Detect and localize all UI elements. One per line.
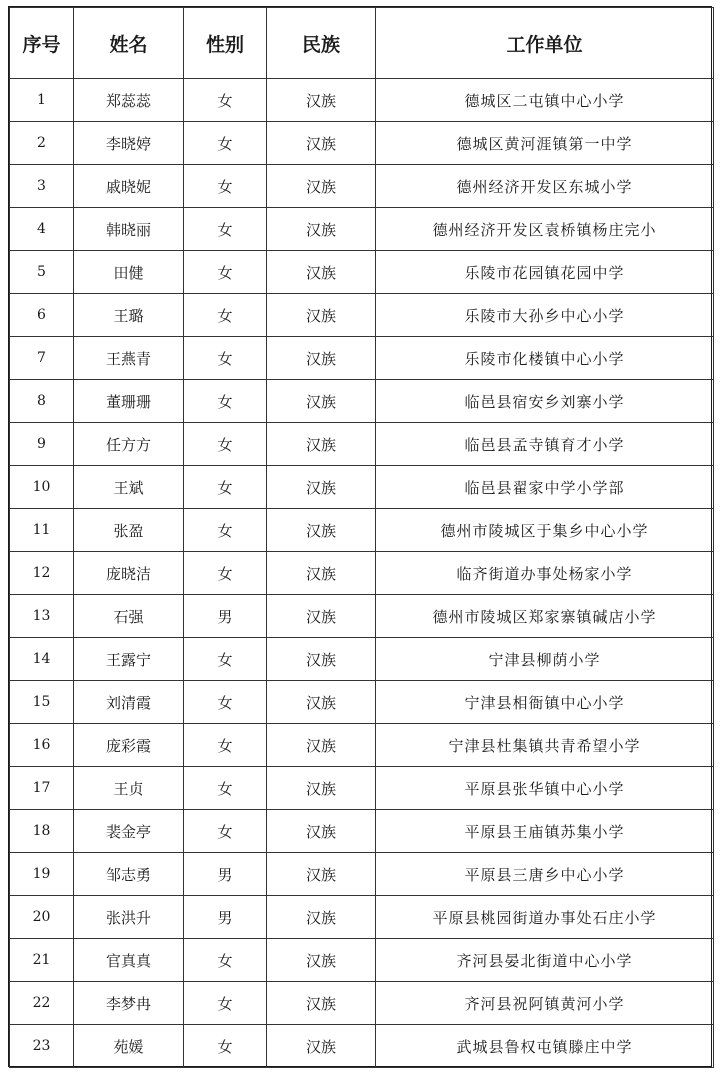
row-work-unit: 德州市陵城区于集乡中心小学 bbox=[376, 509, 714, 552]
table-row bbox=[10, 208, 714, 251]
table-row bbox=[10, 423, 714, 466]
row-name: 张盈 bbox=[74, 509, 184, 552]
row-index: 15 bbox=[10, 681, 74, 724]
row-index: 19 bbox=[10, 853, 74, 896]
row-work-unit: 德州经济开发区袁桥镇杨庄完小 bbox=[376, 208, 714, 251]
table-row bbox=[10, 380, 714, 423]
table-row bbox=[10, 638, 714, 681]
row-name: 刘清霞 bbox=[74, 681, 184, 724]
row-work-unit: 临邑县翟家中学小学部 bbox=[376, 466, 714, 509]
row-work-unit: 临齐街道办事处杨家小学 bbox=[376, 552, 714, 595]
table-header-row bbox=[10, 8, 714, 79]
row-index: 6 bbox=[10, 294, 74, 337]
row-index: 16 bbox=[10, 724, 74, 767]
row-name: 王斌 bbox=[74, 466, 184, 509]
row-ethnicity: 汉族 bbox=[267, 122, 376, 165]
header-gender: 性别 bbox=[184, 8, 267, 79]
row-gender: 女 bbox=[184, 165, 267, 208]
row-name: 石强 bbox=[74, 595, 184, 638]
row-ethnicity: 汉族 bbox=[267, 853, 376, 896]
row-name: 张洪升 bbox=[74, 896, 184, 939]
row-ethnicity: 汉族 bbox=[267, 79, 376, 122]
table-row bbox=[10, 294, 714, 337]
row-work-unit: 德州经济开发区东城小学 bbox=[376, 165, 714, 208]
row-gender: 女 bbox=[184, 208, 267, 251]
row-ethnicity: 汉族 bbox=[267, 466, 376, 509]
table-row bbox=[10, 466, 714, 509]
row-work-unit: 临邑县宿安乡刘寨小学 bbox=[376, 380, 714, 423]
row-work-unit: 德州市陵城区郑家寨镇碱店小学 bbox=[376, 595, 714, 638]
row-gender: 女 bbox=[184, 638, 267, 681]
row-gender: 女 bbox=[184, 122, 267, 165]
row-ethnicity: 汉族 bbox=[267, 208, 376, 251]
row-index: 9 bbox=[10, 423, 74, 466]
row-ethnicity: 汉族 bbox=[267, 810, 376, 853]
row-ethnicity: 汉族 bbox=[267, 767, 376, 810]
row-work-unit: 德城区二屯镇中心小学 bbox=[376, 79, 714, 122]
table-row bbox=[10, 337, 714, 380]
row-name: 裴金亭 bbox=[74, 810, 184, 853]
staff-table-sheet bbox=[8, 6, 712, 1067]
row-index: 7 bbox=[10, 337, 74, 380]
row-name: 戚晓妮 bbox=[74, 165, 184, 208]
row-index: 18 bbox=[10, 810, 74, 853]
row-work-unit: 乐陵市大孙乡中心小学 bbox=[376, 294, 714, 337]
row-gender: 女 bbox=[184, 423, 267, 466]
row-index: 1 bbox=[10, 79, 74, 122]
row-gender: 女 bbox=[184, 767, 267, 810]
table-row bbox=[10, 509, 714, 552]
row-gender: 男 bbox=[184, 896, 267, 939]
row-gender: 女 bbox=[184, 724, 267, 767]
table-row bbox=[10, 595, 714, 638]
row-index: 21 bbox=[10, 939, 74, 982]
table-row bbox=[10, 79, 714, 122]
row-name: 郑蕊蕊 bbox=[74, 79, 184, 122]
row-gender: 女 bbox=[184, 509, 267, 552]
table-row bbox=[10, 767, 714, 810]
row-name: 董珊珊 bbox=[74, 380, 184, 423]
row-work-unit: 乐陵市化楼镇中心小学 bbox=[376, 337, 714, 380]
row-ethnicity: 汉族 bbox=[267, 251, 376, 294]
row-name: 王璐 bbox=[74, 294, 184, 337]
row-gender: 男 bbox=[184, 853, 267, 896]
row-index: 14 bbox=[10, 638, 74, 681]
row-name: 邹志勇 bbox=[74, 853, 184, 896]
row-work-unit: 宁津县柳荫小学 bbox=[376, 638, 714, 681]
table-row bbox=[10, 681, 714, 724]
header-index: 序号 bbox=[10, 8, 74, 79]
table-row bbox=[10, 251, 714, 294]
row-index: 5 bbox=[10, 251, 74, 294]
row-gender: 女 bbox=[184, 810, 267, 853]
row-index: 10 bbox=[10, 466, 74, 509]
row-index: 11 bbox=[10, 509, 74, 552]
row-index: 22 bbox=[10, 982, 74, 1025]
table-row bbox=[10, 939, 714, 982]
row-work-unit: 临邑县孟寺镇育才小学 bbox=[376, 423, 714, 466]
table-row bbox=[10, 896, 714, 939]
row-name: 李梦冉 bbox=[74, 982, 184, 1025]
row-ethnicity: 汉族 bbox=[267, 1025, 376, 1068]
row-name: 王露宁 bbox=[74, 638, 184, 681]
row-gender: 女 bbox=[184, 337, 267, 380]
row-gender: 女 bbox=[184, 294, 267, 337]
table-row bbox=[10, 552, 714, 595]
header-ethnicity: 民族 bbox=[267, 8, 376, 79]
row-work-unit: 乐陵市花园镇花园中学 bbox=[376, 251, 714, 294]
row-ethnicity: 汉族 bbox=[267, 552, 376, 595]
row-work-unit: 平原县张华镇中心小学 bbox=[376, 767, 714, 810]
row-ethnicity: 汉族 bbox=[267, 724, 376, 767]
row-name: 庞彩霞 bbox=[74, 724, 184, 767]
row-ethnicity: 汉族 bbox=[267, 982, 376, 1025]
table-row bbox=[10, 122, 714, 165]
table-row bbox=[10, 853, 714, 896]
row-name: 田健 bbox=[74, 251, 184, 294]
row-index: 2 bbox=[10, 122, 74, 165]
row-index: 12 bbox=[10, 552, 74, 595]
row-index: 17 bbox=[10, 767, 74, 810]
header-work-unit: 工作单位 bbox=[376, 8, 714, 79]
row-work-unit: 平原县三唐乡中心小学 bbox=[376, 853, 714, 896]
row-name: 官真真 bbox=[74, 939, 184, 982]
row-ethnicity: 汉族 bbox=[267, 939, 376, 982]
row-work-unit: 武城县鲁权屯镇滕庄中学 bbox=[376, 1025, 714, 1068]
row-ethnicity: 汉族 bbox=[267, 423, 376, 466]
row-gender: 女 bbox=[184, 939, 267, 982]
row-work-unit: 平原县桃园街道办事处石庄小学 bbox=[376, 896, 714, 939]
table-row bbox=[10, 724, 714, 767]
row-gender: 女 bbox=[184, 380, 267, 423]
staff-table bbox=[9, 7, 714, 1068]
row-index: 23 bbox=[10, 1025, 74, 1068]
row-gender: 女 bbox=[184, 982, 267, 1025]
row-ethnicity: 汉族 bbox=[267, 380, 376, 423]
row-work-unit: 德城区黄河涯镇第一中学 bbox=[376, 122, 714, 165]
row-gender: 女 bbox=[184, 1025, 267, 1068]
row-index: 13 bbox=[10, 595, 74, 638]
row-ethnicity: 汉族 bbox=[267, 681, 376, 724]
table-row bbox=[10, 810, 714, 853]
row-gender: 女 bbox=[184, 79, 267, 122]
row-work-unit: 宁津县杜集镇共青希望小学 bbox=[376, 724, 714, 767]
row-name: 苑媛 bbox=[74, 1025, 184, 1068]
row-gender: 女 bbox=[184, 552, 267, 595]
row-gender: 女 bbox=[184, 251, 267, 294]
row-ethnicity: 汉族 bbox=[267, 638, 376, 681]
header-name: 姓名 bbox=[74, 8, 184, 79]
row-name: 任方方 bbox=[74, 423, 184, 466]
row-ethnicity: 汉族 bbox=[267, 509, 376, 552]
table-row bbox=[10, 982, 714, 1025]
row-name: 李晓婷 bbox=[74, 122, 184, 165]
table-row bbox=[10, 1025, 714, 1068]
row-ethnicity: 汉族 bbox=[267, 896, 376, 939]
row-gender: 女 bbox=[184, 466, 267, 509]
row-index: 4 bbox=[10, 208, 74, 251]
table-row bbox=[10, 165, 714, 208]
row-index: 20 bbox=[10, 896, 74, 939]
row-work-unit: 平原县王庙镇苏集小学 bbox=[376, 810, 714, 853]
row-ethnicity: 汉族 bbox=[267, 337, 376, 380]
row-ethnicity: 汉族 bbox=[267, 165, 376, 208]
row-name: 王燕青 bbox=[74, 337, 184, 380]
row-work-unit: 宁津县相衙镇中心小学 bbox=[376, 681, 714, 724]
row-gender: 男 bbox=[184, 595, 267, 638]
row-gender: 女 bbox=[184, 681, 267, 724]
row-work-unit: 齐河县晏北街道中心小学 bbox=[376, 939, 714, 982]
row-index: 8 bbox=[10, 380, 74, 423]
row-ethnicity: 汉族 bbox=[267, 294, 376, 337]
row-index: 3 bbox=[10, 165, 74, 208]
row-work-unit: 齐河县祝阿镇黄河小学 bbox=[376, 982, 714, 1025]
row-name: 庞晓洁 bbox=[74, 552, 184, 595]
row-name: 王贞 bbox=[74, 767, 184, 810]
row-ethnicity: 汉族 bbox=[267, 595, 376, 638]
row-name: 韩晓丽 bbox=[74, 208, 184, 251]
